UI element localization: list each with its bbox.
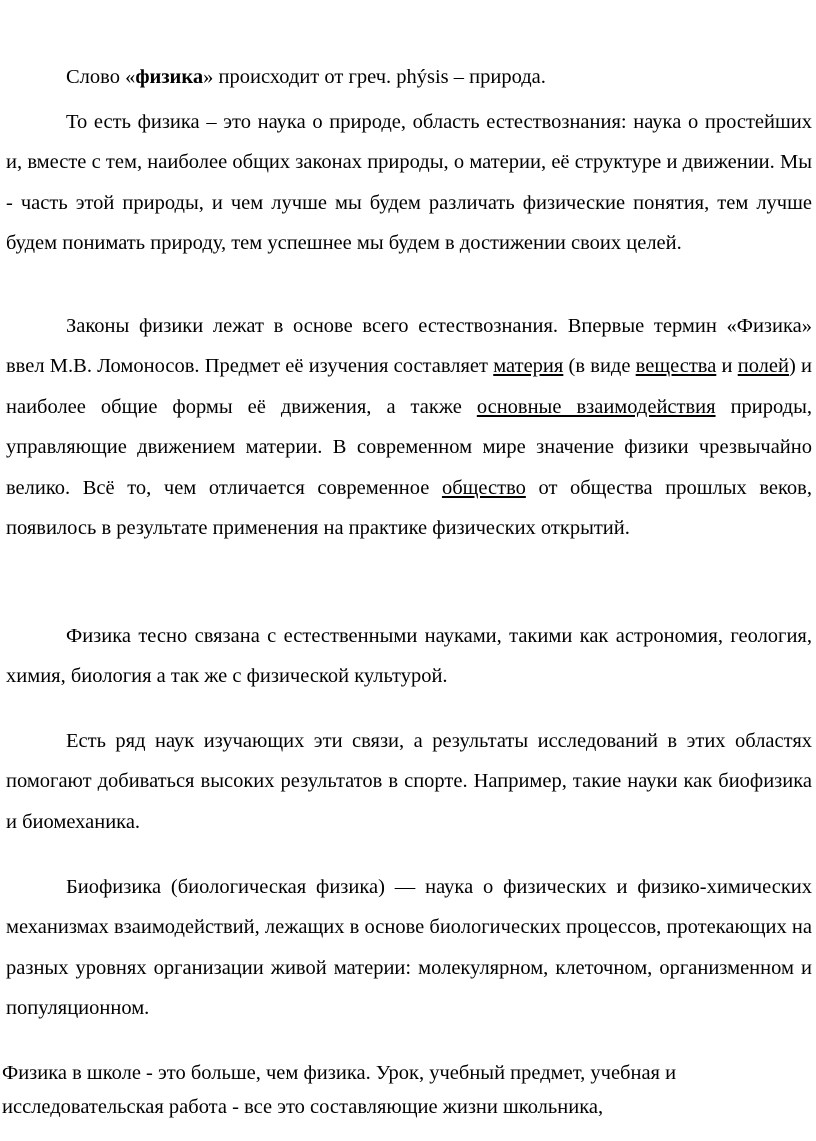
p1-text-start: Слово « [66, 66, 136, 88]
paragraph-physics-in-school: Физика в школе - это больше, чем физика. Урок, учебный предмет, учебная и исследовательская работа - все это составляющие жизни школьника, [2, 1062, 677, 1118]
link-obshchestvo[interactable]: общество [441, 476, 526, 499]
paragraph-biophysics: Биофизика (биологическая физика) — наука о физических и физико-химических механизмах взаимодействий, лежащих в основе биологических процессов, протекающих на разных уровнях организации живой материи: молекулярном, клеточном, организменном и популяционном. [6, 876, 812, 1020]
paragraph-laws-of-physics [6, 306, 812, 548]
paragraph-sport-sciences: Есть ряд наук изучающих эти связи, а результаты исследований в этих областях помогают добиваться высоких результатов в спорте. Например, такие науки как биофизика и биомеханика. [6, 730, 812, 833]
p3-text-2: (в виде [563, 355, 636, 378]
p1-text-end: » происходит от греч. phýsis – природа. [203, 66, 546, 88]
paragraph-definition: То есть физика – это наука о природе, область естествознания: наука о простейших и, вместе с тем, наиболее общих законах природы, о материи, её структуре и движении. Мы - часть этой природы, и чем лучше мы будем различать физические понятия, тем лучше будем понимать природу, тем успешнее мы будем в достижении своих целей. [6, 111, 812, 255]
p3-text-1: Законы физики лежат в основе всего естествознания. Впервые термин «Физика» ввел М.В. Ломоносов. Предмет её изучения составляет [6, 315, 812, 378]
p3-text-4: ) и наиболее общие формы её движения, а также [6, 355, 812, 418]
link-osnovnye-vzaimodeystviya[interactable]: основные взаимодействия [476, 395, 716, 418]
paragraph-related-sciences: Физика тесно связана с естественными науками, такими как астрономия, геология, химия, биология а так же с физической культурой. [6, 625, 812, 688]
paragraph-word-origin [6, 57, 812, 97]
link-veshchestva[interactable]: вещества [635, 355, 717, 378]
p3-text-6: от общества прошлых веков, появилось в результате применения на практике физических открытий. [6, 476, 812, 540]
p3-text-3: и [716, 355, 738, 378]
p1-bold-term: физика [135, 66, 204, 88]
p3-text-5: природы, управляющие движением материи. В современном мире значение физики чрезвычайно велико. Всё то, чем отличается современное [6, 395, 813, 499]
link-materiya[interactable]: материя [493, 355, 564, 378]
link-poley[interactable]: полей [737, 355, 789, 378]
